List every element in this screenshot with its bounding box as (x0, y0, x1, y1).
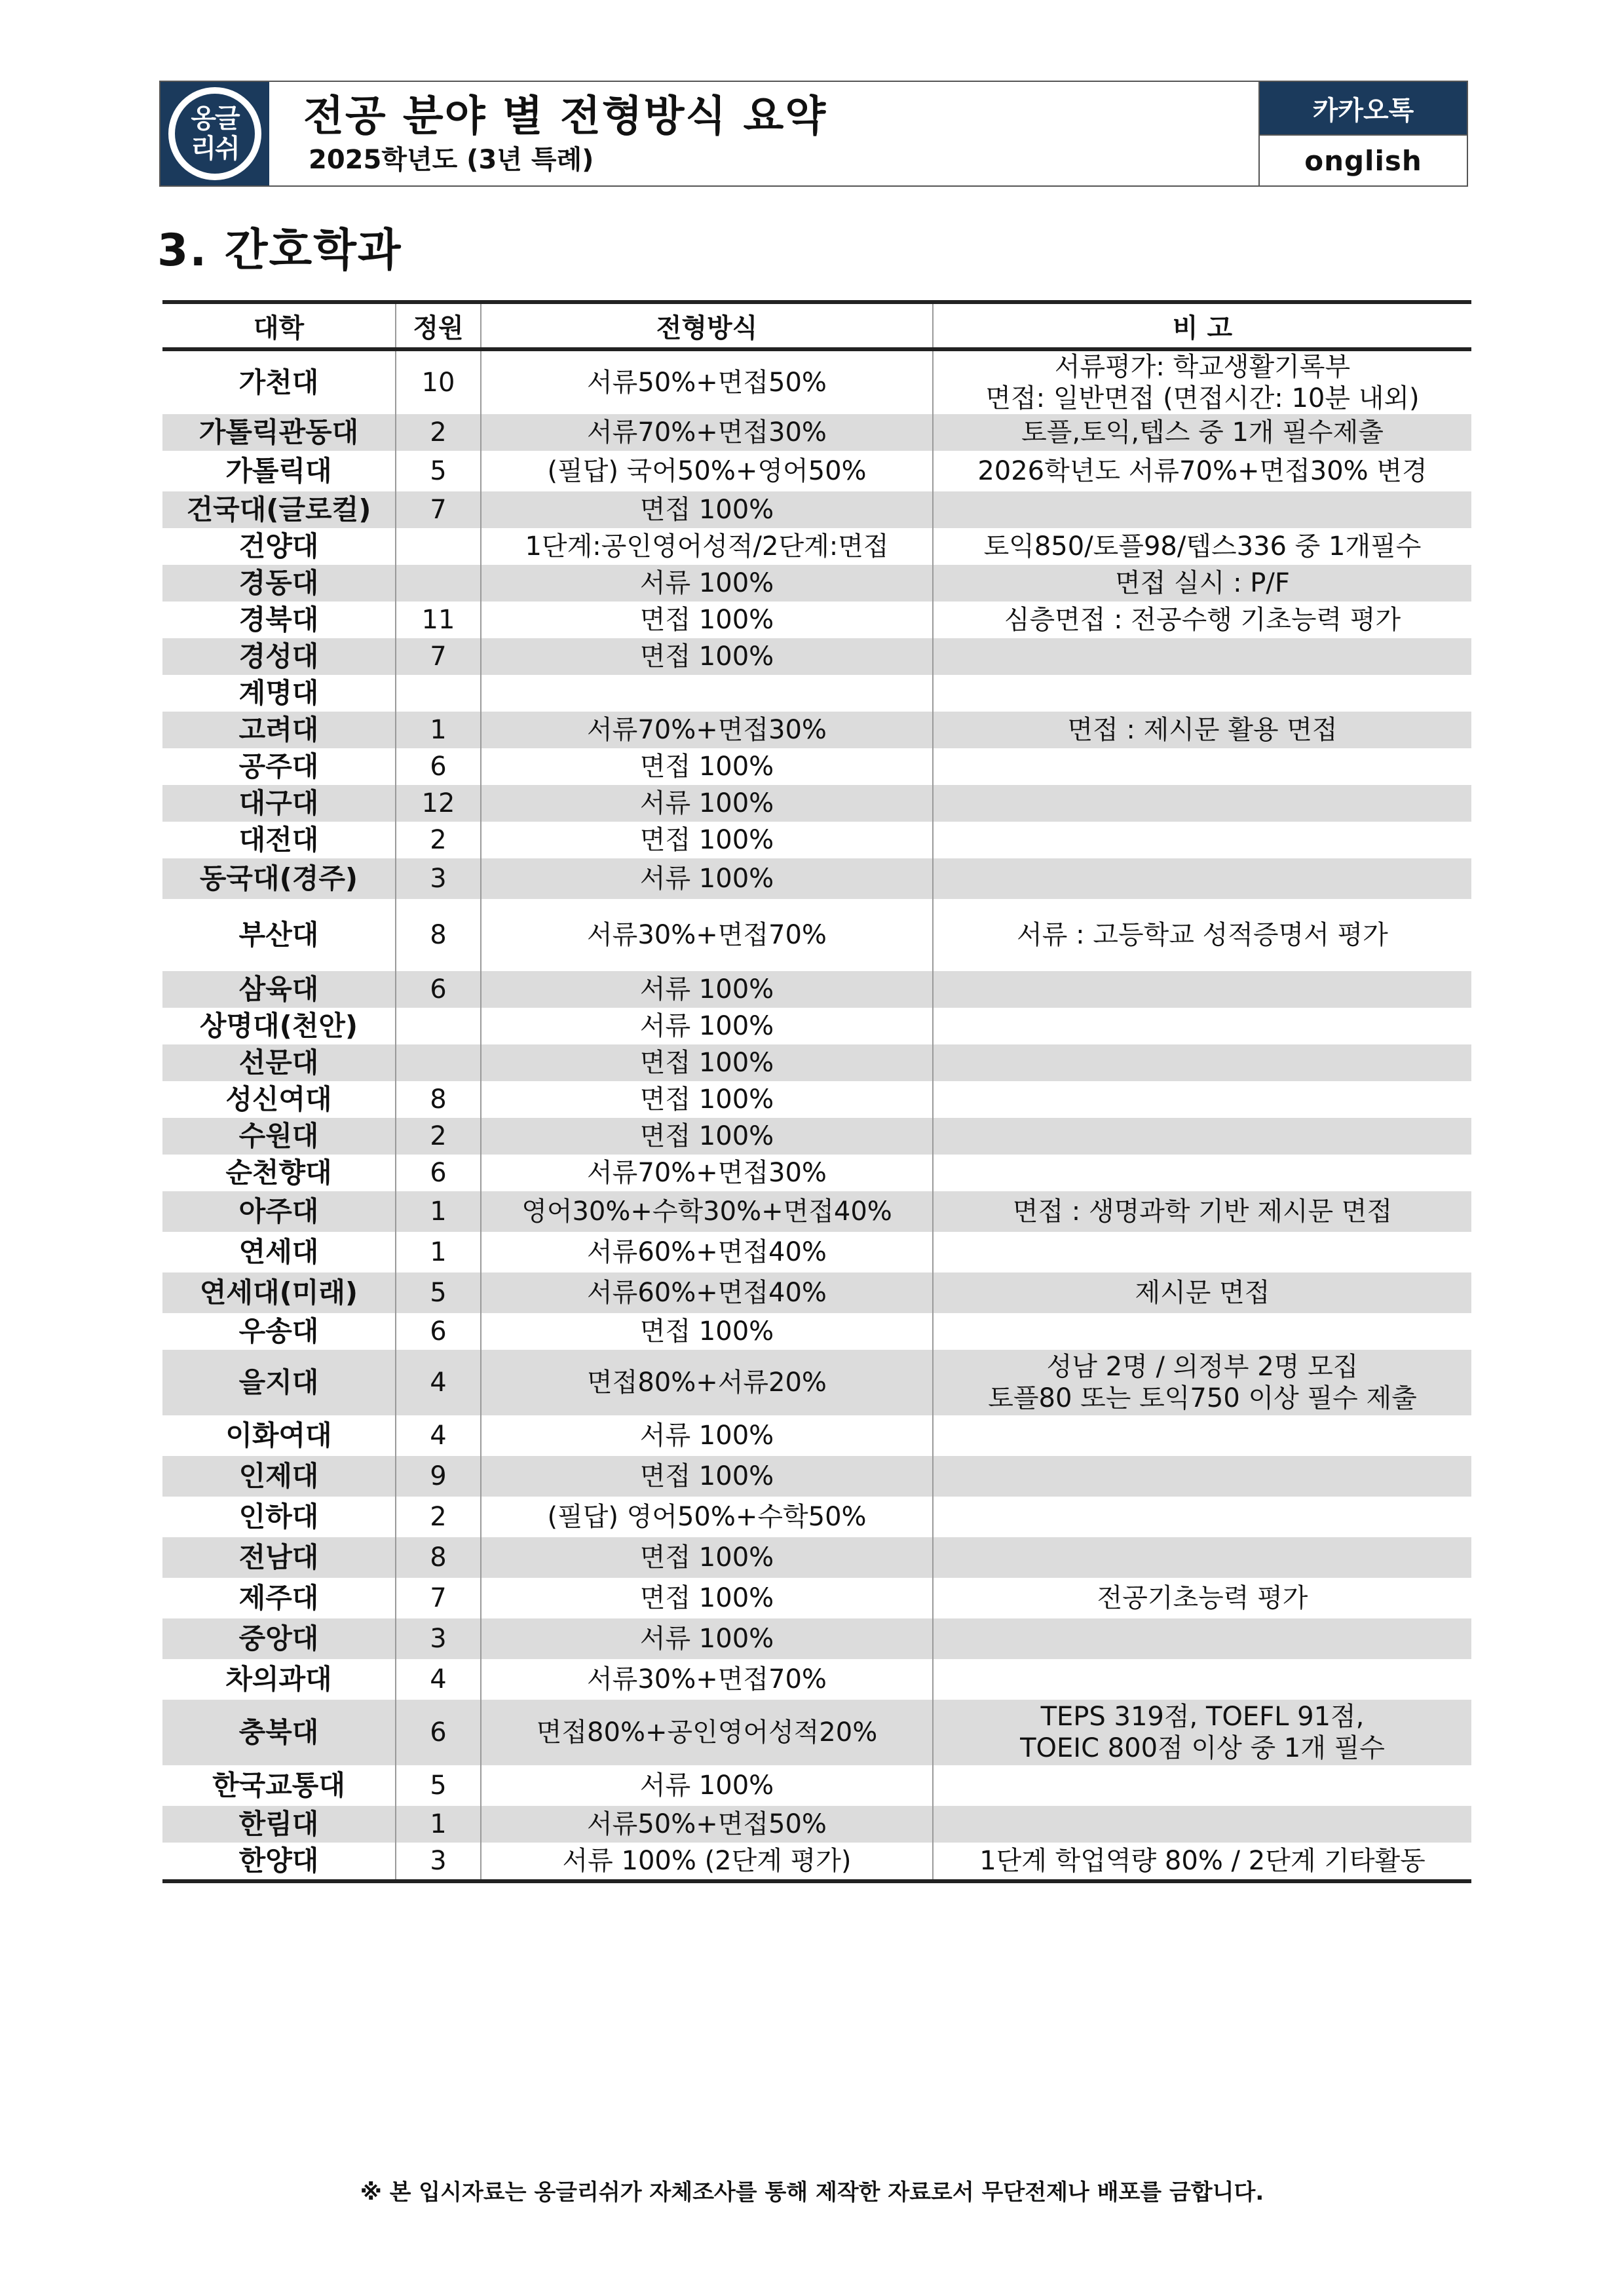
cell-note (933, 785, 1471, 822)
cell-quota: 2 (396, 1497, 481, 1537)
page-title: 전공 분야 별 전형방식 요약 (303, 92, 827, 141)
cell-note (933, 1618, 1471, 1659)
cell-method: 면접 100% (481, 491, 933, 528)
cell-note: 면접 실시 : P/F (933, 565, 1471, 602)
cell-university: 가톨릭대 (162, 451, 396, 491)
contact-box (1258, 82, 1467, 185)
table-row (162, 858, 1471, 899)
cell-quota: 1 (396, 1232, 481, 1272)
cell-quota: 3 (396, 1618, 481, 1659)
cell-note-line1: 성남 2명 / 의정부 2명 모집 (1046, 1352, 1359, 1382)
cell-method: 서류 100% (2단계 평가) (481, 1843, 933, 1881)
table-row (162, 712, 1471, 748)
cell-quota: 8 (396, 1537, 481, 1578)
table-body (162, 349, 1471, 1881)
cell-quota: 4 (396, 1415, 481, 1456)
cell-note (933, 349, 1471, 414)
table-row (162, 1700, 1471, 1765)
cell-method: 서류 100% (481, 1415, 933, 1456)
cell-university: 차의과대 (162, 1659, 396, 1700)
cell-method: 면접 100% (481, 822, 933, 858)
header-note: 비 고 (933, 302, 1471, 349)
cell-method: 면접 100% (481, 1456, 933, 1497)
contact-label: 카카오톡 (1260, 82, 1467, 134)
cell-quota: 1 (396, 1806, 481, 1843)
table-row (162, 1044, 1471, 1081)
table-row (162, 1008, 1471, 1044)
cell-university: 순천향대 (162, 1155, 396, 1191)
cell-quota: 7 (396, 1578, 481, 1618)
table-row (162, 528, 1471, 565)
cell-note (933, 1118, 1471, 1155)
table-header-row (162, 302, 1471, 349)
cell-method: 서류70%+면접30% (481, 1155, 933, 1191)
cell-university: 중앙대 (162, 1618, 396, 1659)
table-row (162, 1456, 1471, 1497)
cell-method: 서류 100% (481, 971, 933, 1008)
cell-university: 전남대 (162, 1537, 396, 1578)
cell-method: 서류 100% (481, 565, 933, 602)
cell-quota (396, 1044, 481, 1081)
cell-note (933, 491, 1471, 528)
page-subtitle: 2025학년도 (3년 특례) (309, 145, 594, 175)
cell-method: 서류 100% (481, 1765, 933, 1806)
cell-note (933, 858, 1471, 899)
cell-method: 면접 100% (481, 1081, 933, 1118)
table-row (162, 1618, 1471, 1659)
header-method: 전형방식 (481, 302, 933, 349)
cell-note (933, 675, 1471, 712)
cell-university: 대구대 (162, 785, 396, 822)
cell-method (481, 675, 933, 712)
cell-university: 삼육대 (162, 971, 396, 1008)
cell-note: 전공기초능력 평가 (1097, 1583, 1308, 1613)
table-row (162, 675, 1471, 712)
cell-quota: 5 (396, 1272, 481, 1313)
cell-university: 인하대 (162, 1497, 396, 1537)
cell-university: 선문대 (162, 1044, 396, 1081)
cell-note: 2026학년도 서류70%+면접30% 변경 (977, 456, 1427, 486)
cell-quota: 11 (396, 602, 481, 638)
cell-quota: 5 (396, 451, 481, 491)
cell-method: (필답) 국어50%+영어50% (481, 451, 933, 491)
cell-university: 우송대 (162, 1313, 396, 1350)
table-row (162, 1313, 1471, 1350)
cell-note: 서류 : 고등학교 성적증명서 평가 (1017, 920, 1388, 950)
cell-quota: 6 (396, 1700, 481, 1765)
table-row (162, 1155, 1471, 1191)
table-row (162, 1272, 1471, 1313)
cell-method: 서류50%+면접50% (481, 1806, 933, 1843)
header-university: 대학 (162, 302, 396, 349)
cell-note (933, 1232, 1471, 1272)
cell-method: 영어30%+수학30%+면접40% (481, 1191, 933, 1232)
cell-note-line2: 면접: 일반면접 (면접시간: 10분 내외) (985, 383, 1420, 413)
cell-university: 건국대(글로컬) (162, 491, 396, 528)
cell-note (933, 971, 1471, 1008)
cell-university: 고려대 (162, 712, 396, 748)
footer-notice: ※ 본 입시자료는 옹글리쉬가 자체조사를 통해 제작한 자료로서 무단전제나 배포를 금합니다. (360, 2179, 1264, 2206)
cell-note-line2: 토플80 또는 토익750 이상 필수 제출 (988, 1383, 1417, 1413)
cell-quota (396, 565, 481, 602)
cell-quota (396, 1008, 481, 1044)
cell-quota: 2 (396, 414, 481, 451)
cell-quota: 1 (396, 712, 481, 748)
table-row (162, 1497, 1471, 1537)
cell-method: 면접 100% (481, 1313, 933, 1350)
cell-method: 면접 100% (481, 602, 933, 638)
cell-method: 면접80%+서류20% (481, 1350, 933, 1415)
cell-quota: 2 (396, 822, 481, 858)
cell-university: 부산대 (162, 899, 396, 971)
table-row (162, 1191, 1471, 1232)
cell-quota: 12 (396, 785, 481, 822)
cell-method: 서류60%+면접40% (481, 1232, 933, 1272)
admissions-table (162, 300, 1471, 1883)
table-row (162, 785, 1471, 822)
cell-method: (필답) 영어50%+수학50% (481, 1497, 933, 1537)
cell-university: 이화여대 (162, 1415, 396, 1456)
cell-university: 을지대 (162, 1350, 396, 1415)
table-row (162, 1415, 1471, 1456)
cell-note: 면접 : 생명과학 기반 제시문 면접 (933, 1191, 1471, 1232)
cell-note-line1: 서류평가: 학교생활기록부 (1054, 352, 1351, 382)
cell-university: 한림대 (162, 1806, 396, 1843)
cell-note: 토익850/토플98/텝스336 중 1개필수 (983, 531, 1422, 562)
table-row (162, 1081, 1471, 1118)
table-row (162, 1765, 1471, 1806)
cell-university: 성신여대 (162, 1081, 396, 1118)
cell-quota: 8 (396, 1081, 481, 1118)
table-row (162, 1659, 1471, 1700)
cell-method: 서류 100% (481, 1618, 933, 1659)
cell-quota: 6 (396, 1313, 481, 1350)
table-row (162, 565, 1471, 602)
cell-university: 동국대(경주) (162, 858, 396, 899)
cell-university: 경성대 (162, 638, 396, 675)
cell-quota: 2 (396, 1118, 481, 1155)
table-row (162, 414, 1471, 451)
cell-quota: 4 (396, 1659, 481, 1700)
cell-note (933, 1008, 1471, 1044)
cell-quota: 8 (396, 899, 481, 971)
cell-note-line2: TOEIC 800점 이상 중 1개 필수 (1020, 1733, 1385, 1763)
logo-text-line1: 옹글 (191, 104, 239, 134)
cell-note (933, 1081, 1471, 1118)
cell-quota: 9 (396, 1456, 481, 1497)
cell-method: 서류60%+면접40% (481, 1272, 933, 1313)
logo-mark (175, 94, 255, 174)
cell-university: 대전대 (162, 822, 396, 858)
cell-university: 한양대 (162, 1843, 396, 1881)
cell-quota: 10 (396, 349, 481, 414)
table-row (162, 451, 1471, 491)
cell-university: 충북대 (162, 1700, 396, 1765)
table-row (162, 1350, 1471, 1415)
cell-quota: 3 (396, 1843, 481, 1881)
cell-note (933, 1155, 1471, 1191)
cell-method: 면접 100% (481, 1118, 933, 1155)
cell-method: 서류 100% (481, 858, 933, 899)
cell-method: 면접 100% (481, 1044, 933, 1081)
cell-note (933, 748, 1471, 785)
cell-quota: 3 (396, 858, 481, 899)
cell-university: 상명대(천안) (162, 1008, 396, 1044)
cell-method: 서류 100% (481, 785, 933, 822)
table-row (162, 1118, 1471, 1155)
cell-method: 서류30%+면접70% (481, 899, 933, 971)
cell-note: 토플,토익,텝스 중 1개 필수제출 (933, 414, 1471, 451)
section-title: 3. 간호학과 (157, 225, 402, 277)
cell-note (933, 1700, 1471, 1765)
table-row (162, 899, 1471, 971)
cell-quota: 6 (396, 748, 481, 785)
cell-note (933, 1456, 1471, 1497)
cell-quota: 6 (396, 1155, 481, 1191)
cell-method: 서류 100% (481, 1008, 933, 1044)
cell-method: 1단계:공인영어성적/2단계:면접 (481, 528, 933, 565)
cell-university: 한국교통대 (162, 1765, 396, 1806)
cell-note (933, 638, 1471, 675)
cell-method: 면접80%+공인영어성적20% (481, 1700, 933, 1765)
cell-university: 아주대 (162, 1191, 396, 1232)
logo-circle (168, 87, 261, 180)
cell-note-line1: TEPS 319점, TOEFL 91점, (1040, 1702, 1365, 1732)
table-row (162, 1578, 1471, 1618)
cell-university: 경동대 (162, 565, 396, 602)
cell-note (933, 1765, 1471, 1806)
cell-university: 수원대 (162, 1118, 396, 1155)
cell-method: 면접 100% (481, 748, 933, 785)
cell-quota: 7 (396, 638, 481, 675)
table-row (162, 349, 1471, 414)
cell-note (933, 1806, 1471, 1843)
table-row (162, 822, 1471, 858)
logo (161, 82, 269, 185)
table-row (162, 638, 1471, 675)
cell-method: 면접 100% (481, 638, 933, 675)
cell-university: 가톨릭관동대 (162, 414, 396, 451)
document-header (159, 81, 1468, 187)
cell-note (933, 1415, 1471, 1456)
table-row (162, 1537, 1471, 1578)
cell-method: 서류70%+면접30% (481, 414, 933, 451)
cell-method: 서류30%+면접70% (481, 1659, 933, 1700)
header-quota: 정원 (396, 302, 481, 349)
contact-id: onglish (1260, 134, 1467, 185)
cell-note (933, 1044, 1471, 1081)
cell-university: 제주대 (162, 1578, 396, 1618)
cell-note: 면접 : 제시문 활용 면접 (933, 712, 1471, 748)
cell-university: 연세대(미래) (162, 1272, 396, 1313)
cell-note: 심층면접 : 전공수행 기초능력 평가 (1004, 605, 1401, 635)
cell-quota (396, 675, 481, 712)
table-row (162, 602, 1471, 638)
cell-university: 공주대 (162, 748, 396, 785)
table-row (162, 1843, 1471, 1881)
table-row (162, 1232, 1471, 1272)
cell-method: 서류70%+면접30% (481, 712, 933, 748)
cell-quota (396, 528, 481, 565)
cell-quota: 5 (396, 1765, 481, 1806)
cell-note: 제시문 면접 (933, 1272, 1471, 1313)
table-row (162, 748, 1471, 785)
cell-university: 경북대 (162, 602, 396, 638)
cell-method: 면접 100% (481, 1578, 933, 1618)
cell-quota: 6 (396, 971, 481, 1008)
cell-method: 서류50%+면접50% (481, 349, 933, 414)
table-row (162, 1806, 1471, 1843)
cell-university: 인제대 (162, 1456, 396, 1497)
cell-note (933, 822, 1471, 858)
cell-quota: 1 (396, 1191, 481, 1232)
cell-university: 계명대 (162, 675, 396, 712)
cell-university: 가천대 (162, 349, 396, 414)
cell-note (933, 1537, 1471, 1578)
cell-method: 면접 100% (481, 1537, 933, 1578)
cell-note (933, 1659, 1471, 1700)
cell-note (933, 1313, 1471, 1350)
logo-text-line2: 리쉬 (191, 134, 239, 164)
cell-university: 건양대 (162, 528, 396, 565)
cell-note (933, 1350, 1471, 1415)
title-area (269, 82, 1258, 185)
cell-note (933, 1497, 1471, 1537)
table-row (162, 491, 1471, 528)
cell-university: 연세대 (162, 1232, 396, 1272)
cell-note: 1단계 학업역량 80% / 2단계 기타활동 (933, 1843, 1471, 1881)
table-row (162, 971, 1471, 1008)
cell-quota: 4 (396, 1350, 481, 1415)
cell-quota: 7 (396, 491, 481, 528)
